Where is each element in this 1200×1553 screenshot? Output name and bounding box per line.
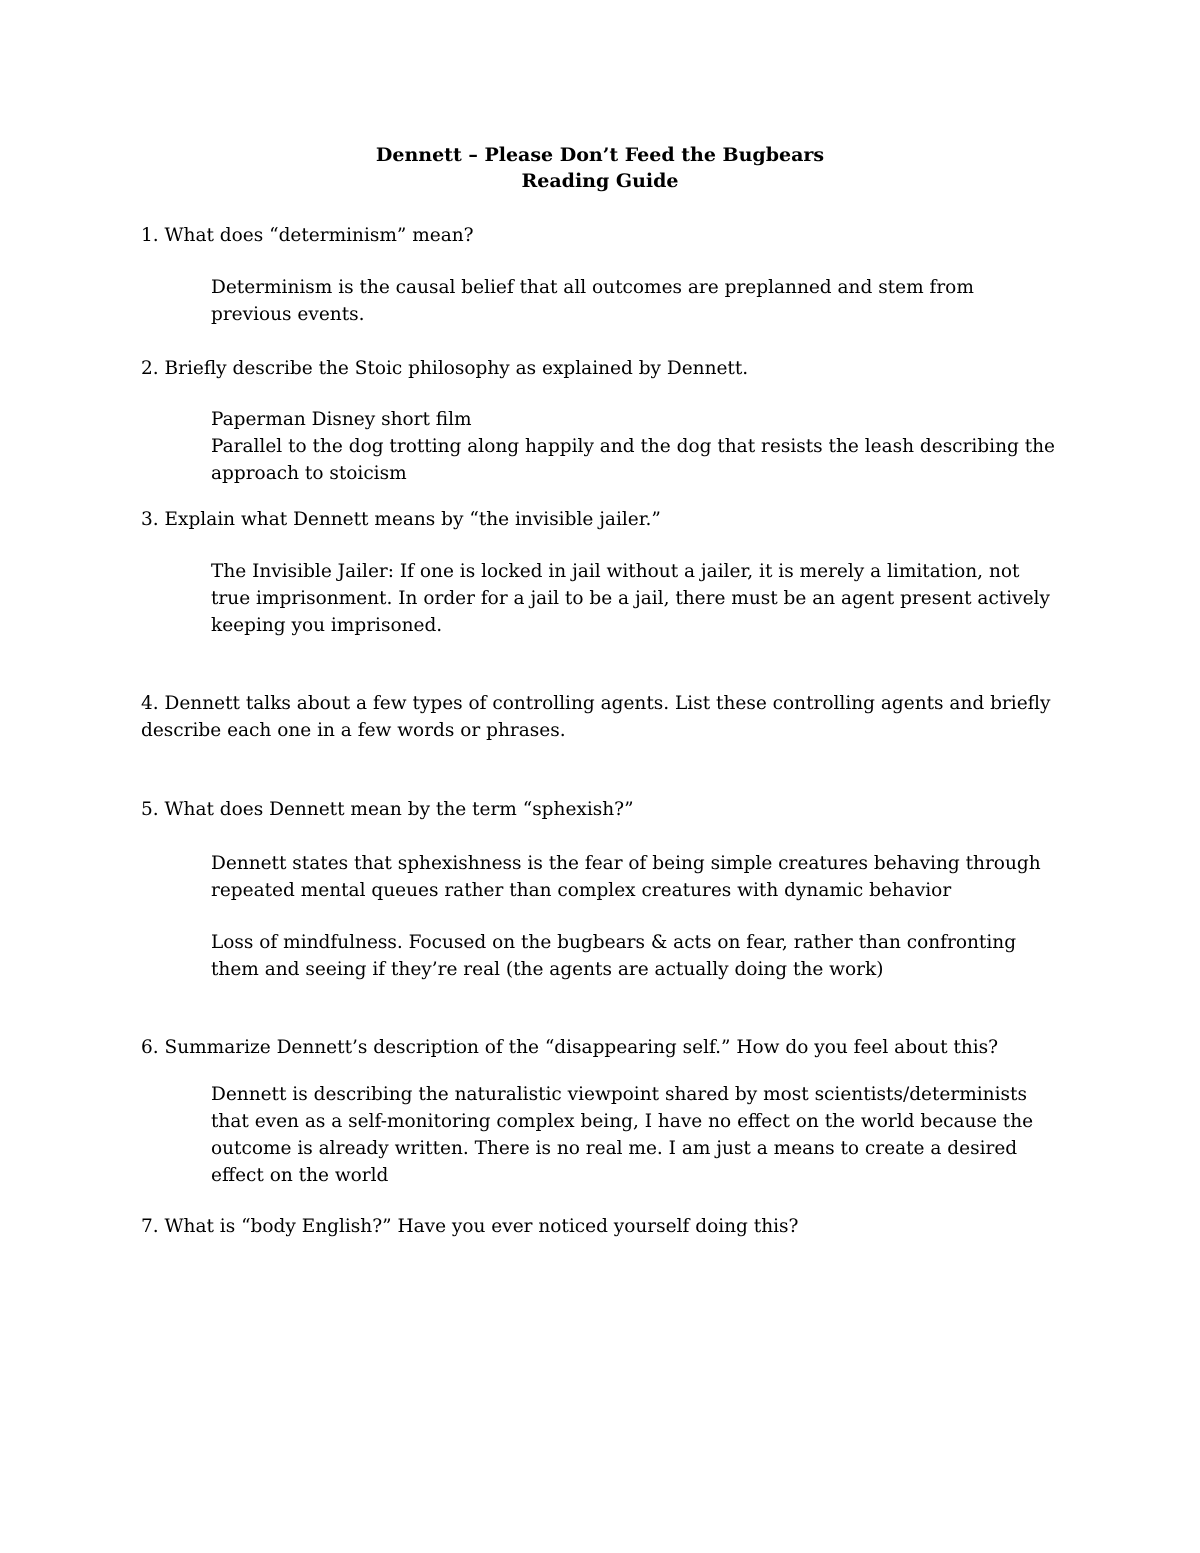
answer-line: Dennett is describing the naturalistic viewpoint shared by most scientists/determinists: [211, 1084, 1027, 1105]
answer-line: previous events.: [211, 304, 365, 325]
answer-5a: [211, 850, 1081, 904]
question-line: 7. What is “body English?” Have you ever noticed yourself doing this?: [141, 1216, 799, 1237]
answer-1: [211, 274, 1081, 328]
question-line: describe each one in a few words or phrases.: [141, 720, 566, 741]
answer-6: [211, 1081, 1081, 1189]
question-5: [141, 796, 1071, 823]
answer-5b: [211, 929, 1081, 983]
question-6: [141, 1034, 1071, 1061]
document-subtitle: Reading Guide: [521, 170, 679, 192]
answer-line: Parallel to the dog trotting along happily and the dog that resists the leash describing the: [211, 436, 1055, 457]
question-line: 5. What does Dennett mean by the term “sphexish?”: [141, 799, 634, 820]
answer-line: repeated mental queues rather than complex creatures with dynamic behavior: [211, 880, 952, 901]
question-7: [141, 1213, 1071, 1240]
answer-line: Loss of mindfulness. Focused on the bugbears & acts on fear, rather than confronting: [211, 932, 1017, 953]
answer-line: true imprisonment. In order for a jail to be a jail, there must be an agent present actively: [211, 588, 1050, 609]
answer-3: [211, 558, 1081, 639]
answer-line: Paperman Disney short film: [211, 409, 472, 430]
answer-line: approach to stoicism: [211, 463, 407, 484]
answer-2: [211, 406, 1081, 487]
answer-line: The Invisible Jailer: If one is locked in jail without a jailer, it is merely a limitation, not: [211, 561, 1020, 582]
answer-line: keeping you imprisoned.: [211, 615, 443, 636]
question-1: [141, 222, 1071, 249]
question-line: 6. Summarize Dennett’s description of the “disappearing self.” How do you feel about this?: [141, 1037, 999, 1058]
answer-line: Determinism is the causal belief that all outcomes are preplanned and stem from: [211, 277, 974, 298]
answer-line: them and seeing if they’re real (the agents are actually doing the work): [211, 959, 884, 980]
document-title: Dennett – Please Don’t Feed the Bugbears: [375, 144, 825, 166]
answer-line: outcome is already written. There is no real me. I am just a means to create a desired: [211, 1138, 1018, 1159]
question-line: 2. Briefly describe the Stoic philosophy as explained by Dennett.: [141, 358, 749, 379]
question-2: [141, 355, 1071, 382]
question-line: 4. Dennett talks about a few types of controlling agents. List these controlling agents and briefly: [141, 693, 1051, 714]
answer-line: Dennett states that sphexishness is the fear of being simple creatures behaving through: [211, 853, 1041, 874]
question-4: [141, 690, 1071, 744]
question-line: 3. Explain what Dennett means by “the invisible jailer.”: [141, 509, 661, 530]
answer-line: effect on the world: [211, 1165, 389, 1186]
answer-line: that even as a self-monitoring complex being, I have no effect on the world because the: [211, 1111, 1034, 1132]
question-line: 1. What does “determinism” mean?: [141, 225, 474, 246]
question-3: [141, 506, 1071, 533]
